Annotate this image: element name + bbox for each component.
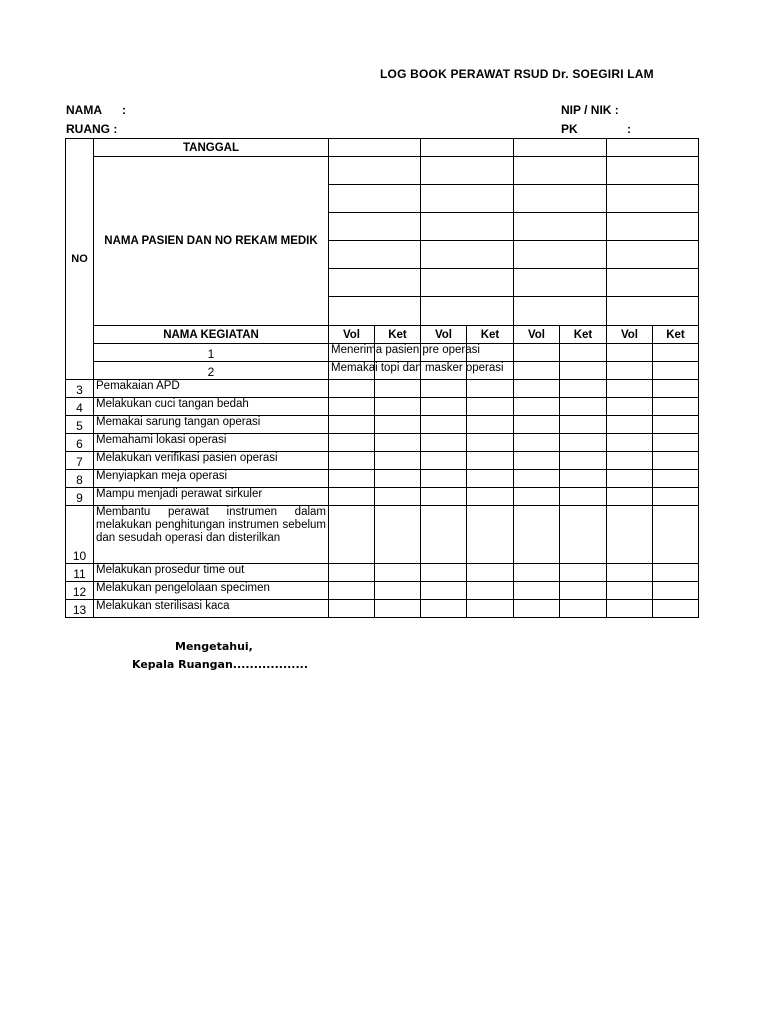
ket-cell[interactable] [375,398,421,416]
vol-cell[interactable] [514,434,560,452]
ket-cell[interactable] [653,380,699,398]
no-header: NO [66,139,94,380]
vol-cell[interactable] [607,506,653,564]
ket-cell[interactable] [560,488,607,506]
vol-cell[interactable] [560,344,607,362]
vol-cell[interactable] [329,470,375,488]
activity-name: Membantu perawat instrumen dalam melakukan penghitungan instrumen sebelum dan sesudah operasi dan disterilkan [94,506,329,564]
ket-cell[interactable] [653,564,699,582]
row-number: 13 [66,600,94,618]
row-number: 11 [66,564,94,582]
pasien-cell[interactable] [329,185,421,213]
ket-cell[interactable] [375,416,421,434]
vol-cell[interactable] [514,564,560,582]
ket-cell[interactable] [375,506,421,564]
vol-header: Vol [607,326,653,344]
vol-cell[interactable] [514,452,560,470]
vol-cell[interactable] [607,582,653,600]
ket-cell[interactable] [467,488,514,506]
row-number: 5 [66,416,94,434]
pasien-cell[interactable] [607,241,699,269]
row-number: 3 [66,380,94,398]
vol-cell[interactable] [421,398,467,416]
nip-label: NIP / NIK : [561,103,619,117]
pasien-header: NAMA PASIEN DAN NO REKAM MEDIK [94,157,329,326]
ket-cell[interactable] [560,416,607,434]
vol-cell[interactable] [421,564,467,582]
row-number: 6 [66,434,94,452]
tanggal-cell[interactable] [514,139,607,157]
logbook-table [65,138,699,618]
vol-cell[interactable] [514,506,560,564]
vol-cell[interactable] [421,470,467,488]
nama-colon: : [122,103,126,117]
ket-header: Ket [467,326,514,344]
vol-header: Vol [514,326,560,344]
row-number: 8 [66,470,94,488]
table-row [66,416,699,434]
ket-cell[interactable] [375,488,421,506]
activity-name: Melakukan verifikasi pasien operasi [94,452,329,470]
vol-cell[interactable] [329,506,375,564]
row-number: 9 [66,488,94,506]
table-row [66,488,699,506]
ket-cell[interactable] [653,488,699,506]
pasien-cell[interactable] [607,185,699,213]
pasien-row [66,157,699,185]
table-row [66,506,699,564]
ket-cell[interactable] [560,470,607,488]
vol-cell[interactable] [329,600,375,618]
nama-field [66,103,126,117]
vol-cell[interactable] [607,600,653,618]
vol-cell[interactable] [514,398,560,416]
ket-cell[interactable] [560,582,607,600]
activity-name: Memahami lokasi operasi [94,434,329,452]
row-number: 10 [66,506,94,564]
activity-name: Pemakaian APD [94,380,329,398]
pasien-cell[interactable] [329,213,421,241]
vol-cell[interactable] [421,582,467,600]
vol-cell[interactable] [329,564,375,582]
ket-cell[interactable] [467,506,514,564]
tanggal-cell[interactable] [421,139,514,157]
activity-name: Melakukan prosedur time out [94,564,329,582]
pasien-cell[interactable] [607,157,699,185]
vol-cell[interactable] [607,380,653,398]
vol-cell[interactable] [329,582,375,600]
ket-cell[interactable] [653,582,699,600]
table-row [66,380,699,398]
ket-cell[interactable] [560,434,607,452]
vol-cell[interactable] [607,434,653,452]
ket-header: Ket [375,326,421,344]
tanggal-row [66,139,699,157]
pasien-cell[interactable] [607,297,699,326]
tanggal-cell[interactable] [329,139,421,157]
vol-cell[interactable] [514,470,560,488]
pasien-cell[interactable] [329,241,421,269]
ket-cell[interactable] [375,582,421,600]
activity-name: Melakukan pengelolaan specimen [94,582,329,600]
head-of-ward-label: Kepala Ruangan.................. [132,658,309,671]
ket-cell[interactable] [653,470,699,488]
ket-cell[interactable] [653,434,699,452]
activity-name: Memakai topi dan masker operasi [329,362,375,380]
vol-cell[interactable] [329,398,375,416]
ruang-label: RUANG : [66,122,118,136]
ket-cell[interactable] [375,434,421,452]
activity-name: Memakai sarung tangan operasi [94,416,329,434]
activity-name: Mampu menjadi perawat sirkuler [94,488,329,506]
vol-cell[interactable] [514,380,560,398]
vol-cell[interactable] [607,398,653,416]
ket-cell[interactable] [467,564,514,582]
ket-cell[interactable] [375,380,421,398]
row-number: 1 [94,344,329,362]
pasien-cell[interactable] [514,241,607,269]
tanggal-header: TANGGAL [94,139,329,157]
vol-cell[interactable] [607,452,653,470]
vol-cell[interactable] [421,380,467,398]
pasien-cell[interactable] [514,185,607,213]
ket-cell[interactable] [375,470,421,488]
vol-cell[interactable] [560,362,607,380]
ket-cell[interactable] [467,416,514,434]
ket-cell[interactable] [467,398,514,416]
table-row [66,582,699,600]
pasien-cell[interactable] [329,269,421,297]
ket-cell[interactable] [375,564,421,582]
vol-cell[interactable] [421,488,467,506]
nip-field [561,103,619,117]
vol-cell[interactable] [421,452,467,470]
ket-cell[interactable] [607,362,653,380]
pasien-cell[interactable] [421,269,514,297]
pasien-cell[interactable] [329,297,421,326]
table-row [66,362,699,380]
table-row [66,398,699,416]
acknowledged-label: Mengetahui, [175,640,253,653]
pasien-cell[interactable] [514,269,607,297]
ket-cell[interactable] [375,600,421,618]
ket-cell[interactable] [514,344,560,362]
ket-cell[interactable] [653,398,699,416]
document-title: LOG BOOK PERAWAT RSUD Dr. SOEGIRI LAM [380,67,654,81]
pk-label: PK [561,122,578,136]
table-row [66,452,699,470]
pasien-cell[interactable] [421,157,514,185]
pk-field [561,122,631,136]
ket-cell[interactable] [375,452,421,470]
pasien-cell[interactable] [514,297,607,326]
table-row [66,344,699,362]
ket-cell[interactable] [467,452,514,470]
pasien-cell[interactable] [421,185,514,213]
table-row [66,564,699,582]
pasien-cell[interactable] [421,213,514,241]
pasien-cell[interactable] [607,213,699,241]
vol-cell[interactable] [329,488,375,506]
vol-cell[interactable] [421,506,467,564]
vol-cell[interactable] [329,434,375,452]
table-row [66,600,699,618]
vol-cell[interactable] [514,600,560,618]
pasien-cell[interactable] [607,269,699,297]
pasien-cell[interactable] [514,157,607,185]
pasien-cell[interactable] [514,213,607,241]
ket-cell[interactable] [653,600,699,618]
activity-name: Melakukan sterilisasi kaca [94,600,329,618]
ket-cell[interactable] [560,506,607,564]
vol-cell[interactable] [514,488,560,506]
vol-cell[interactable] [514,416,560,434]
table-row [66,434,699,452]
ruang-field [66,122,117,136]
pk-colon: : [627,122,631,136]
vol-cell[interactable] [607,488,653,506]
row-number: 12 [66,582,94,600]
vol-cell[interactable] [329,416,375,434]
ket-cell[interactable] [560,600,607,618]
vol-cell[interactable] [329,452,375,470]
row-number: 4 [66,398,94,416]
vol-cell[interactable] [653,344,699,362]
ket-cell[interactable] [467,470,514,488]
vol-cell[interactable] [653,362,699,380]
activity-name: Menerima pasien pre operasi [329,344,375,362]
ket-header: Ket [560,326,607,344]
ket-cell[interactable] [467,582,514,600]
ket-cell[interactable] [607,344,653,362]
ket-cell[interactable] [467,380,514,398]
ket-cell[interactable] [560,452,607,470]
pasien-cell[interactable] [329,157,421,185]
vol-cell[interactable] [421,434,467,452]
ket-cell[interactable] [653,452,699,470]
tanggal-cell[interactable] [607,139,699,157]
row-number: 7 [66,452,94,470]
ket-cell[interactable] [467,434,514,452]
activity-name: Menyiapkan meja operasi [94,470,329,488]
row-number: 2 [94,362,329,380]
activity-name: Melakukan cuci tangan bedah [94,398,329,416]
vol-cell[interactable] [607,564,653,582]
kegiatan-header-row [66,326,699,344]
vol-cell[interactable] [421,600,467,618]
nama-label: NAMA [66,103,102,117]
ket-cell[interactable] [560,398,607,416]
vol-cell[interactable] [329,380,375,398]
ket-cell[interactable] [653,506,699,564]
pasien-cell[interactable] [421,297,514,326]
vol-cell[interactable] [607,470,653,488]
ket-header: Ket [653,326,699,344]
ket-cell[interactable] [653,416,699,434]
vol-cell[interactable] [607,416,653,434]
pasien-cell[interactable] [421,241,514,269]
table-row [66,470,699,488]
ket-cell[interactable] [467,600,514,618]
ket-cell[interactable] [560,380,607,398]
vol-cell[interactable] [514,582,560,600]
ket-cell[interactable] [560,564,607,582]
ket-cell[interactable] [514,362,560,380]
kegiatan-header: NAMA KEGIATAN [94,326,329,344]
vol-cell[interactable] [421,416,467,434]
vol-header: Vol [421,326,467,344]
vol-header: Vol [329,326,375,344]
